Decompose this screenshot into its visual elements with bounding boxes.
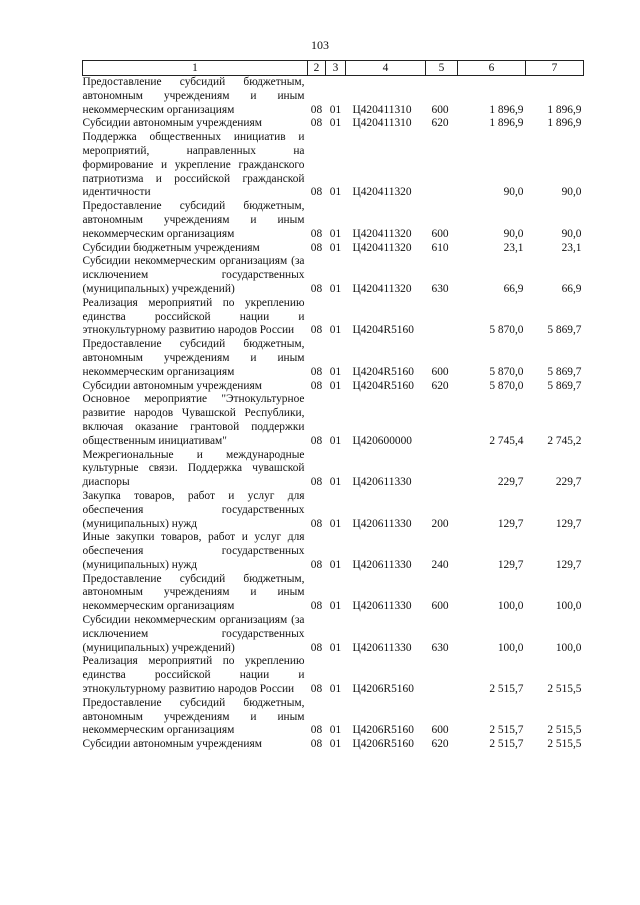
amount-col6: 129,7 — [497, 517, 524, 530]
header-cell: 1 — [83, 61, 308, 76]
row-name: Иные закупки товаров, работ и услуг для обеспечения государственных (муниципальных) нужд — [82, 531, 305, 571]
section-code: 08 — [310, 103, 323, 116]
subsection-code: 01 — [329, 379, 342, 392]
subsection-code: 01 — [329, 434, 342, 447]
section-code: 08 — [310, 117, 323, 130]
row-name: Субсидии бюджетным учреждениям — [82, 241, 260, 254]
header-cell: 2 — [308, 61, 326, 76]
row-name: Предоставление субсидий бюджетным, автономным учреждениям и иным некоммерческим организациям — [82, 696, 305, 737]
target-article-code: Ц420611330 — [352, 517, 412, 530]
amount-col7: 1 896,9 — [547, 103, 582, 116]
expense-type-code — [426, 655, 458, 696]
section-code: 08 — [310, 738, 323, 751]
row-name: Поддержка общественных инициатив и мероприятий, направленных на формирование и укрепление гражданского патриотизма и российской гражданской идентичности — [82, 131, 305, 199]
row-name: Субсидии автономным учреждениям — [82, 738, 262, 751]
expense-type-code: 600 — [431, 724, 449, 737]
section-code: 08 — [310, 282, 323, 295]
section-code: 08 — [310, 241, 323, 254]
target-article-code: Ц420600000 — [352, 434, 412, 447]
amount-col6: 5 870,0 — [489, 365, 524, 378]
section-code: 08 — [310, 476, 323, 489]
section-code: 08 — [310, 379, 323, 392]
target-article-code: Ц420411320 — [352, 282, 412, 295]
table-row — [83, 449, 584, 490]
table-row — [83, 573, 584, 614]
amount-col6: 1 896,9 — [489, 117, 524, 130]
subsection-code: 01 — [329, 186, 342, 199]
amount-col7: 90,0 — [561, 227, 582, 240]
expense-type-code — [426, 449, 458, 490]
section-code: 08 — [310, 683, 323, 696]
section-code: 08 — [310, 724, 323, 737]
amount-col6: 90,0 — [503, 227, 524, 240]
row-name: Субсидии некоммерческим организациям (за исключением государственных (муниципальных) учреждений) — [82, 614, 305, 654]
table-row — [83, 380, 584, 394]
amount-col6: 23,1 — [503, 241, 524, 254]
expense-type-code: 610 — [431, 241, 449, 254]
row-name: Субсидии автономным учреждениям — [82, 117, 262, 130]
amount-col7: 2 515,5 — [547, 683, 582, 696]
subsection-code: 01 — [329, 241, 342, 254]
section-code: 08 — [310, 600, 323, 613]
amount-col6: 100,0 — [497, 641, 524, 654]
amount-col7: 1 896,9 — [547, 117, 582, 130]
section-code: 08 — [310, 186, 323, 199]
section-code: 08 — [310, 641, 323, 654]
target-article-code: Ц4204R5160 — [352, 365, 414, 378]
row-name: Закупка товаров, работ и услуг для обеспечения государственных (муниципальных) нужд — [82, 489, 305, 530]
row-name: Предоставление субсидий бюджетным, автономным учреждениям и иным некоммерческим организациям — [82, 572, 305, 613]
table-row — [83, 255, 584, 296]
amount-col6: 129,7 — [497, 558, 524, 571]
subsection-code: 01 — [329, 738, 342, 751]
target-article-code: Ц420611330 — [352, 558, 412, 571]
expense-type-code: 630 — [431, 282, 449, 295]
target-article-code: Ц420411320 — [352, 227, 412, 240]
row-name: Субсидии некоммерческим организациям (за исключением государственных (муниципальных) учреждений) — [82, 255, 305, 295]
subsection-code: 01 — [329, 724, 342, 737]
amount-col7: 5 869,7 — [547, 379, 582, 392]
section-code: 08 — [310, 365, 323, 378]
amount-col6: 90,0 — [503, 186, 524, 199]
row-name: Предоставление субсидий бюджетным, автономным учреждениям и иным некоммерческим организациям — [82, 200, 305, 240]
target-article-code: Ц420611330 — [352, 600, 412, 613]
header-cell: 7 — [526, 61, 584, 76]
expense-type-code: 600 — [431, 365, 449, 378]
subsection-code: 01 — [329, 227, 342, 240]
header-row — [83, 61, 584, 76]
amount-col7: 100,0 — [555, 600, 582, 613]
section-code: 08 — [310, 324, 323, 337]
amount-col7: 66,9 — [561, 282, 582, 295]
amount-col7: 2 745,2 — [547, 434, 582, 447]
expense-type-code: 620 — [431, 379, 449, 392]
expense-type-code: 620 — [431, 117, 449, 130]
table-row — [83, 117, 584, 131]
table-row — [83, 297, 584, 338]
table-row — [83, 200, 584, 241]
table-row — [83, 393, 584, 448]
row-name: Предоставление субсидий бюджетным, автономным учреждениям и иным некоммерческим организациям — [82, 338, 305, 378]
amount-col7: 100,0 — [555, 641, 582, 654]
target-article-code: Ц4206R5160 — [352, 683, 414, 696]
section-code: 08 — [310, 517, 323, 530]
expense-type-code — [426, 297, 458, 338]
table-row — [83, 697, 584, 738]
amount-col7: 2 515,5 — [547, 724, 582, 737]
amount-col7: 5 869,7 — [547, 324, 582, 337]
amount-col6: 66,9 — [503, 282, 524, 295]
row-name: Реализация мероприятий по укреплению единства российской нации и этнокультурному развитию народов России — [82, 296, 305, 337]
target-article-code: Ц420611330 — [352, 641, 412, 654]
amount-col7: 129,7 — [555, 517, 582, 530]
expense-type-code: 600 — [431, 227, 449, 240]
subsection-code: 01 — [329, 517, 342, 530]
expense-type-code: 630 — [431, 641, 449, 654]
table-row — [83, 614, 584, 655]
budget-table — [82, 60, 584, 752]
amount-col6: 229,7 — [497, 476, 524, 489]
table-row — [83, 242, 584, 256]
target-article-code: Ц4204R5160 — [352, 324, 414, 337]
amount-col7: 5 869,7 — [547, 365, 582, 378]
amount-col7: 23,1 — [561, 241, 582, 254]
section-code: 08 — [310, 227, 323, 240]
subsection-code: 01 — [329, 683, 342, 696]
subsection-code: 01 — [329, 476, 342, 489]
target-article-code: Ц420611330 — [352, 476, 412, 489]
subsection-code: 01 — [329, 117, 342, 130]
expense-type-code: 200 — [431, 517, 449, 530]
page-number: 103 — [311, 38, 329, 52]
target-article-code: Ц420411320 — [352, 186, 412, 199]
amount-col6: 2 515,7 — [489, 738, 524, 751]
expense-type-code — [426, 131, 458, 200]
subsection-code: 01 — [329, 600, 342, 613]
expense-type-code: 600 — [431, 600, 449, 613]
header-cell: 4 — [346, 61, 426, 76]
row-name: Предоставление субсидий бюджетным, автономным учреждениям и иным некоммерческим организациям — [82, 76, 305, 116]
row-name: Основное мероприятие "Этнокультурное развитие народов Чувашской Республики, включая оказание грантовой поддержки общественным инициативам" — [82, 393, 305, 447]
amount-col7: 2 515,5 — [547, 738, 582, 751]
header-cell: 6 — [458, 61, 526, 76]
amount-col7: 90,0 — [561, 186, 582, 199]
header-cell: 3 — [326, 61, 346, 76]
header-cell: 5 — [426, 61, 458, 76]
table-row — [83, 76, 584, 118]
row-name: Реализация мероприятий по укреплению единства российской нации и этнокультурному развитию народов России — [82, 655, 305, 696]
subsection-code: 01 — [329, 324, 342, 337]
table-row — [83, 338, 584, 379]
target-article-code: Ц4206R5160 — [352, 738, 414, 751]
subsection-code: 01 — [329, 282, 342, 295]
amount-col6: 2 745,4 — [489, 434, 524, 447]
section-code: 08 — [310, 558, 323, 571]
subsection-code: 01 — [329, 103, 342, 116]
row-name: Субсидии автономным учреждениям — [82, 379, 262, 392]
table-row — [83, 531, 584, 572]
expense-type-code: 240 — [431, 558, 449, 571]
target-article-code: Ц420411310 — [352, 103, 412, 116]
table-row — [83, 131, 584, 200]
amount-col6: 5 870,0 — [489, 324, 524, 337]
amount-col7: 129,7 — [555, 558, 582, 571]
table-row — [83, 655, 584, 696]
table-row — [83, 738, 584, 752]
target-article-code: Ц4206R5160 — [352, 724, 414, 737]
expense-type-code: 600 — [431, 103, 449, 116]
subsection-code: 01 — [329, 558, 342, 571]
amount-col7: 229,7 — [555, 476, 582, 489]
target-article-code: Ц420411320 — [352, 241, 412, 254]
subsection-code: 01 — [329, 641, 342, 654]
amount-col6: 5 870,0 — [489, 379, 524, 392]
subsection-code: 01 — [329, 365, 342, 378]
row-name: Межрегиональные и международные культурные связи. Поддержка чувашской диаспоры — [82, 448, 305, 489]
target-article-code: Ц4204R5160 — [352, 379, 414, 392]
amount-col6: 2 515,7 — [489, 683, 524, 696]
expense-type-code: 620 — [431, 738, 449, 751]
section-code: 08 — [310, 434, 323, 447]
target-article-code: Ц420411310 — [352, 117, 412, 130]
amount-col6: 2 515,7 — [489, 724, 524, 737]
expense-type-code — [426, 393, 458, 448]
table-row — [83, 490, 584, 531]
amount-col6: 1 896,9 — [489, 103, 524, 116]
amount-col6: 100,0 — [497, 600, 524, 613]
